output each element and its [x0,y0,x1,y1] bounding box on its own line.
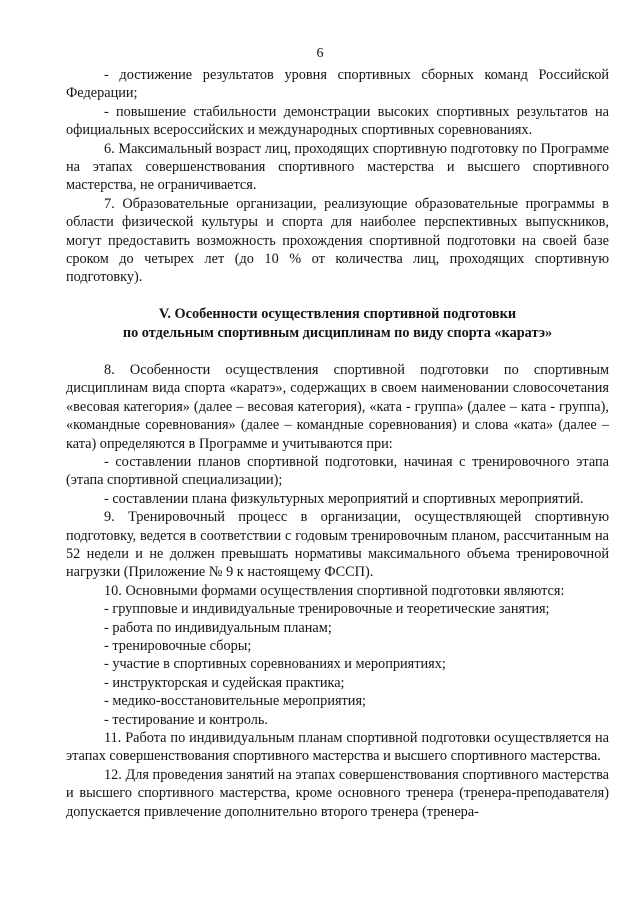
section-heading [66,305,609,343]
paragraph-9: 9. Тренировочный процесс в организации, осуществляющей спортивную подготовку, ведется в соответствии с годовым тренировочным планом, рассчитанным на 52 недели и не должен превышать нормативы максимального объема тренировочной нагрузки (Приложение № 9 к настоящему ФССП). [66,509,609,581]
page-number: 6 [316,46,324,61]
list-item-training-camps: - тренировочные сборы; [104,637,252,654]
list-item-individual-plans: - работа по индивидуальным планам; [104,619,332,636]
list-item-instructor-practice: - инструкторская и судейская практика; [104,674,345,691]
list-item-events-plan: - составлении плана физкультурных мероприятий и спортивных мероприятий. [104,490,584,507]
paragraph-11: 11. Работа по индивидуальным планам спортивной подготовки осуществляется на этапах совершенствования спортивного мастерства и высшего спортивного мастерства. [66,730,609,765]
paragraph-7: 7. Образовательные организации, реализующие образовательные программы в области физической культуры и спорта для наиболее перспективных выпускников, могут предоставить возможность прохождения спортивной подготовки на своей базе сроком до четырех лет (до 10 % от количества лиц, проходящих спортивную подготовку). [66,195,609,286]
paragraph-6: 6. Максимальный возраст лиц, проходящих спортивную подготовку по Программе на этапах совершенствования спортивного мастерства и высшего спортивного мастерства, не ограничивается. [66,140,609,194]
paragraph-goal-stability: - повышение стабильности демонстрации высоких спортивных результатов на официальных всероссийских и международных спортивных соревнованиях. [66,103,609,139]
list-item-competitions: - участие в спортивных соревнованиях и мероприятиях; [104,656,446,673]
list-item-group-classes: - групповые и индивидуальные тренировочные и теоретические занятия; [104,601,550,618]
section-heading-line-1: V. Особенности осуществления спортивной подготовки [158,305,517,322]
list-item-training-plans: - составлении планов спортивной подготовки, начиная с тренировочного этапа (этапа спортивной специализации); [66,453,609,489]
paragraph-12: 12. Для проведения занятий на этапах совершенствования спортивного мастерства и высшего спортивного мастерства, кроме основного тренера (тренера-преподавателя) допускается привлечение дополнительно второго тренера (тренера- [66,766,609,820]
paragraph-goal-national-teams: - достижение результатов уровня спортивных сборных команд Российской Федерации; [66,67,609,102]
section-heading-line-2: по отдельным спортивным дисциплинам по виду спорта «каратэ» [122,324,553,341]
paragraph-10: 10. Основными формами осуществления спортивной подготовки являются: [104,582,565,599]
list-item-testing: - тестирование и контроль. [104,711,268,728]
list-item-medical-recovery: - медико-восстановительные мероприятия; [104,693,367,710]
document-body [66,66,609,821]
paragraph-8: 8. Особенности осуществления спортивной подготовки по спортивным дисциплинам вида спорта «каратэ», содержащих в своем наименовании словосочетания «весовая категория» (далее – весовая категория), «ката - группа» (далее – ката - группа), «командные соревнования» (далее – командные соревнования) и слова «ката» (далее – ката) определяются в Программе и учитываются при: [66,361,609,452]
